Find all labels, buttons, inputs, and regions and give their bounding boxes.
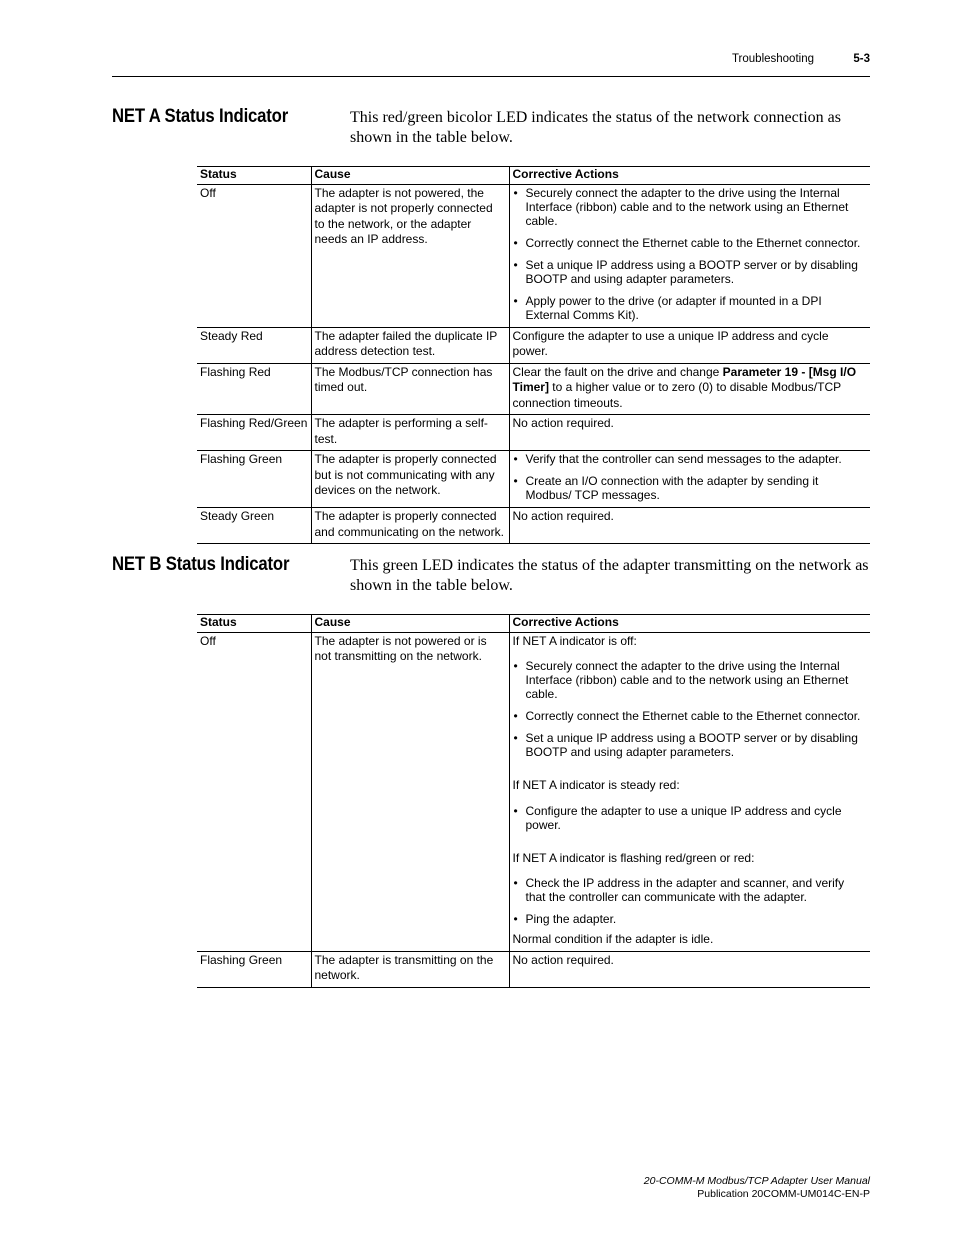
cause-cell: The adapter is transmitting on the network. — [311, 951, 509, 987]
actions-cell: Configure the adapter to use a unique IP address and cycle power. — [509, 327, 870, 363]
actions-cell — [509, 632, 870, 951]
action-text: Clear the fault on the drive and change — [512, 364, 723, 379]
net-a-intro: This red/green bicolor LED indicates the status of the network connection as shown in the table below. — [350, 109, 841, 146]
status-cell: Steady Red — [197, 327, 311, 363]
net-a-table — [197, 166, 870, 544]
net-b-title: NET B Status Indicator — [112, 554, 290, 575]
action-item: • Securely connect the adapter to the drive using the Internal Interface (ribbon) cable and to the network using an Ethernet cable. — [513, 659, 868, 701]
parameter-reference: Parameter 19 - [Msg I/O Timer] — [512, 364, 857, 394]
status-cell: Flashing Green — [197, 951, 311, 987]
cause-cell: The Modbus/TCP connection has timed out. — [311, 363, 509, 415]
table-row — [197, 951, 870, 987]
action-list — [513, 804, 868, 832]
actions-cell — [509, 363, 870, 415]
condition-label: If NET A indicator is off: — [512, 633, 637, 648]
action-item: • Correctly connect the Ethernet cable to the Ethernet connector. — [513, 709, 868, 723]
cause-cell: The adapter is not powered, the adapter is not properly connected to the network, or the adapter needs an IP address. — [311, 184, 509, 327]
page-header — [112, 52, 870, 77]
table-row — [197, 508, 870, 544]
actions-cell: No action required. — [509, 951, 870, 987]
status-cell: Off — [197, 184, 311, 327]
page-footer — [644, 1175, 870, 1201]
action-item: • Set a unique IP address using a BOOTP server or by disabling BOOTP and using adapter parameters. — [513, 258, 868, 286]
status-cell: Steady Green — [197, 508, 311, 544]
table-row — [197, 184, 870, 327]
status-cell: Off — [197, 632, 311, 951]
action-item: • Check the IP address in the adapter and scanner, and verify that the controller can communicate with the adapter. — [513, 876, 868, 904]
condition-label: If NET A indicator is steady red: — [512, 778, 680, 792]
cause-cell: The adapter is properly connected but is not communicating with any devices on the network. — [311, 451, 509, 508]
actions-cell — [509, 184, 870, 327]
action-item: • Create an I/O connection with the adapter by sending it Modbus/ TCP messages. — [513, 474, 868, 502]
table-row — [197, 415, 870, 451]
action-item: • Set a unique IP address using a BOOTP server or by disabling BOOTP and using adapter parameters. — [513, 731, 868, 759]
action-list — [513, 876, 868, 926]
column-header-cause: Cause — [311, 615, 509, 633]
table-row — [197, 327, 870, 363]
column-header-actions: Corrective Actions — [509, 615, 870, 633]
net-b-intro: This green LED indicates the status of the adapter transmitting on the network as shown in the table below. — [350, 557, 869, 594]
actions-cell: No action required. — [509, 415, 870, 451]
cause-cell: The adapter failed the duplicate IP address detection test. — [311, 327, 509, 363]
action-item: • Correctly connect the Ethernet cable to the Ethernet connector. — [513, 236, 868, 250]
action-text: to a higher value or to zero (0) to disable Modbus/TCP connection timeouts. — [512, 380, 841, 410]
header-page-number: 5-3 — [853, 53, 870, 65]
cause-cell: The adapter is properly connected and communicating on the network. — [311, 508, 509, 544]
net-b-table — [197, 614, 870, 988]
column-header-actions: Corrective Actions — [509, 167, 870, 185]
actions-cell: No action required. — [509, 508, 870, 544]
action-list — [513, 659, 868, 759]
column-header-cause: Cause — [311, 167, 509, 185]
footer-publication-number: Publication 20COMM-UM014C-EN-P — [697, 1188, 870, 1200]
status-cell: Flashing Green — [197, 451, 311, 508]
table-header-row — [197, 167, 870, 185]
cause-cell: The adapter is performing a self-test. — [311, 415, 509, 451]
footer-manual-title: 20-COMM-M Modbus/TCP Adapter User Manual — [643, 1175, 870, 1187]
table-row — [197, 451, 870, 508]
net-a-title: NET A Status Indicator — [112, 106, 289, 127]
action-item: • Configure the adapter to use a unique IP address and cycle power. — [513, 804, 868, 832]
action-item: • Apply power to the drive (or adapter if mounted in a DPI External Comms Kit). — [513, 294, 868, 322]
header-section-name: Troubleshooting — [731, 53, 814, 65]
action-item: • Ping the adapter. — [513, 912, 868, 926]
condition-label: If NET A indicator is flashing red/green or red: — [512, 850, 755, 865]
column-header-status: Status — [197, 615, 311, 633]
cause-cell: The adapter is not powered or is not transmitting on the network. — [311, 632, 509, 951]
action-item: • Securely connect the adapter to the drive using the Internal Interface (ribbon) cable and to the network using an Ethernet cable. — [513, 186, 868, 228]
action-list — [513, 186, 868, 322]
status-cell: Flashing Red — [197, 363, 311, 415]
column-header-status: Status — [197, 167, 311, 185]
action-item: • Verify that the controller can send messages to the adapter. — [513, 452, 868, 466]
table-header-row — [197, 615, 870, 633]
actions-cell — [509, 451, 870, 508]
idle-note: Normal condition if the adapter is idle. — [512, 932, 714, 946]
table-row — [197, 632, 870, 951]
action-list — [513, 452, 868, 502]
status-cell: Flashing Red/Green — [197, 415, 311, 451]
table-row — [197, 363, 870, 415]
